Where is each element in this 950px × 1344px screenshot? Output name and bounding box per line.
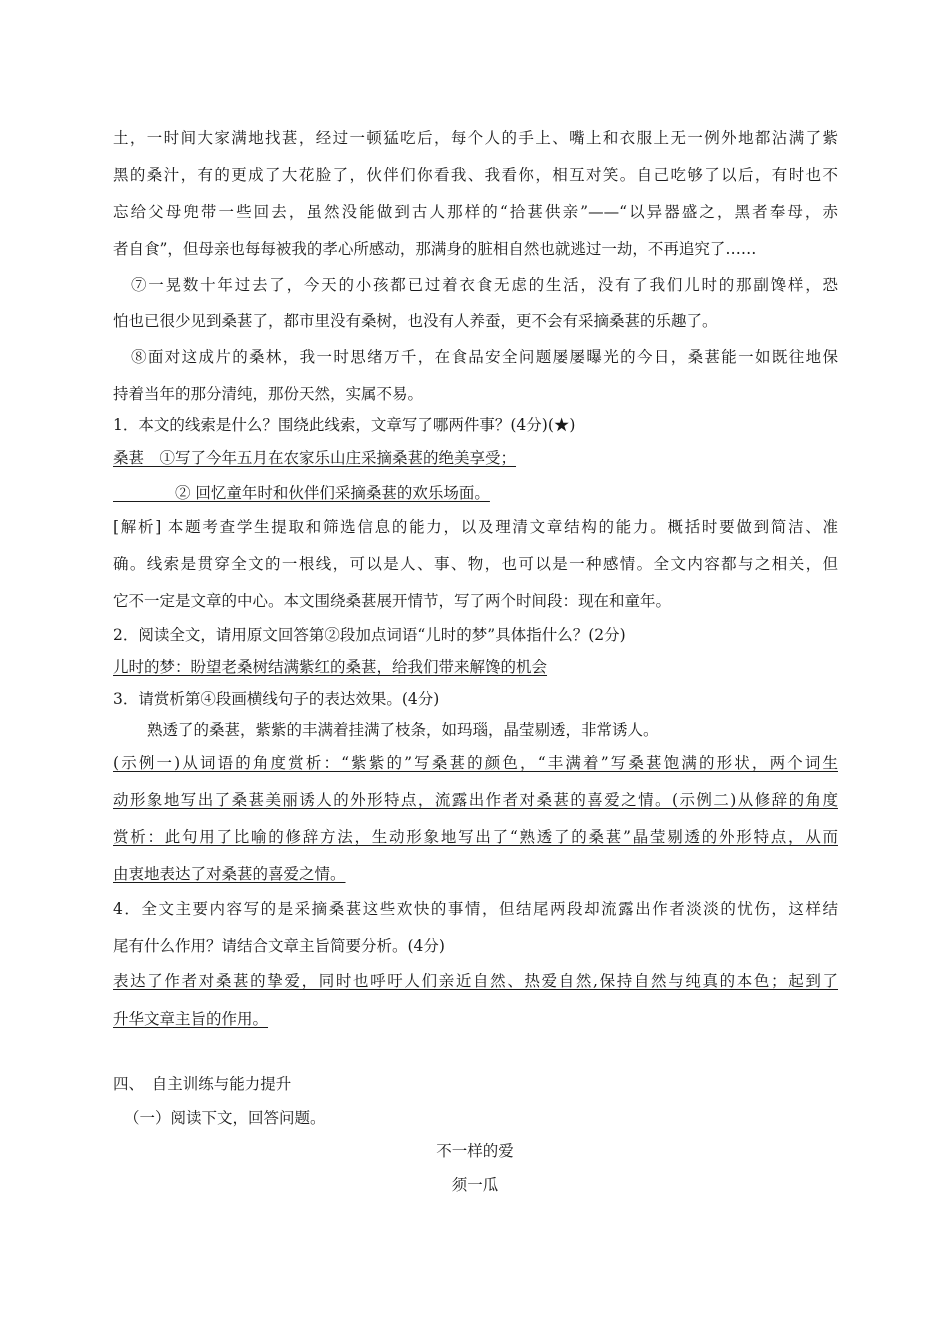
answer-2: 儿时的梦：盼望老桑树结满紫红的桑葚，给我们带来解馋的机会 — [113, 658, 548, 676]
question-4-line: 尾有什么作用？请结合文章主旨简要分析。(4分) — [113, 937, 445, 955]
quoted-sentence: 熟透了的桑葚，紫紫的丰满着挂满了枝条，如玛瑙，晶莹剔透，非常诱人。 — [147, 721, 659, 739]
answer-3-line: (示例一)从词语的角度赏析：“紫紫的”写桑葚的颜色，“丰满着”写桑葚饱满的形状，两个词生 — [113, 754, 838, 772]
passage-line: 土，一时间大家满地找葚，经过一顿猛吃后，每个人的手上、嘴上和衣服上无一例外地都沾满了紫 — [113, 129, 838, 147]
analysis-line: [解析] 本题考查学生提取和筛选信息的能力，以及理清文章结构的能力。概括时要做到简洁、准 — [113, 518, 838, 536]
question-4-line: 4．全文主要内容写的是采摘桑葚这些欢快的事情，但结尾两段却流露出作者淡淡的忧伤，这样结 — [113, 900, 838, 918]
section-subheading: （一）阅读下文，回答问题。 — [124, 1109, 326, 1127]
analysis-line: 确。线索是贯穿全文的一根线，可以是人、事、物，也可以是一种感情。全文内容都与之相关，但 — [113, 555, 838, 573]
question-1: 1．本文的线索是什么？围绕此线索，文章写了哪两件事？(4分)(★) — [113, 416, 576, 434]
answer-4-line: 升华文章主旨的作用。 — [113, 1010, 269, 1028]
section-heading: 四、 自主训练与能力提升 — [113, 1075, 292, 1093]
question-3: 3．请赏析第④段画横线句子的表达效果。(4分) — [113, 690, 440, 708]
passage-line: 持着当年的那分清纯，那份天然，实属不易。 — [113, 385, 424, 403]
answer-1-line2: ② 回忆童年时和伙伴们采摘桑葚的欢乐场面。 — [113, 484, 490, 502]
answer-3-line: 由衷地表达了对桑葚的喜爱之情。 — [113, 865, 346, 883]
passage-line: ⑧面对这成片的桑林，我一时思绪万千，在食品安全问题屡屡曝光的今日，桑葚能一如既往地保 — [131, 348, 838, 366]
answer-3-line: 动形象地写出了桑葚美丽诱人的外形特点，流露出作者对桑葚的喜爱之情。(示例二)从修辞的角度 — [113, 791, 838, 809]
question-2: 2．阅读全文，请用原文回答第②段加点词语“儿时的梦”具体指什么？(2分) — [113, 626, 626, 644]
passage-line: 怕也已很少见到桑葚了，都市里没有桑树，也没有人养蚕，更不会有采摘桑葚的乐趣了。 — [113, 312, 718, 330]
passage-line: 黑的桑汁，有的更成了大花脸了，伙伴们你看我、我看你，相互对笑。自己吃够了以后，有时也不 — [113, 166, 838, 184]
passage-line: ⑦一晃数十年过去了，今天的小孩都已过着衣食无虑的生活，没有了我们儿时的那副馋样，恐 — [131, 276, 838, 294]
passage-line: 忘给父母兜带一些回去，虽然没能做到古人那样的“拾葚供亲”——“以异器盛之，黑者奉母，赤 — [113, 203, 838, 221]
answer-1-line1: 桑葚 ①写了今年五月在农家乐山庄采摘桑葚的绝美享受； — [113, 449, 517, 467]
passage-line: 者自食”，但母亲也每每被我的孝心所感动，那满身的脏相自然也就逃过一劫，不再追究了…… — [113, 240, 757, 258]
answer-4-line: 表达了作者对桑葚的挚爱，同时也呼吁人们亲近自然、热爱自然,保持自然与纯真的本色；起到了 — [113, 972, 838, 990]
analysis-line: 它不一定是文章的中心。本文围绕桑葚展开情节，写了两个时间段：现在和童年。 — [113, 592, 672, 610]
article-author: 须一瓜 — [451, 1176, 499, 1194]
article-title: 不一样的爱 — [436, 1142, 514, 1160]
answer-3-line: 赏析：此句用了比喻的修辞方法，生动形象地写出了“熟透了的桑葚”晶莹剔透的外形特点，从而 — [113, 828, 838, 846]
